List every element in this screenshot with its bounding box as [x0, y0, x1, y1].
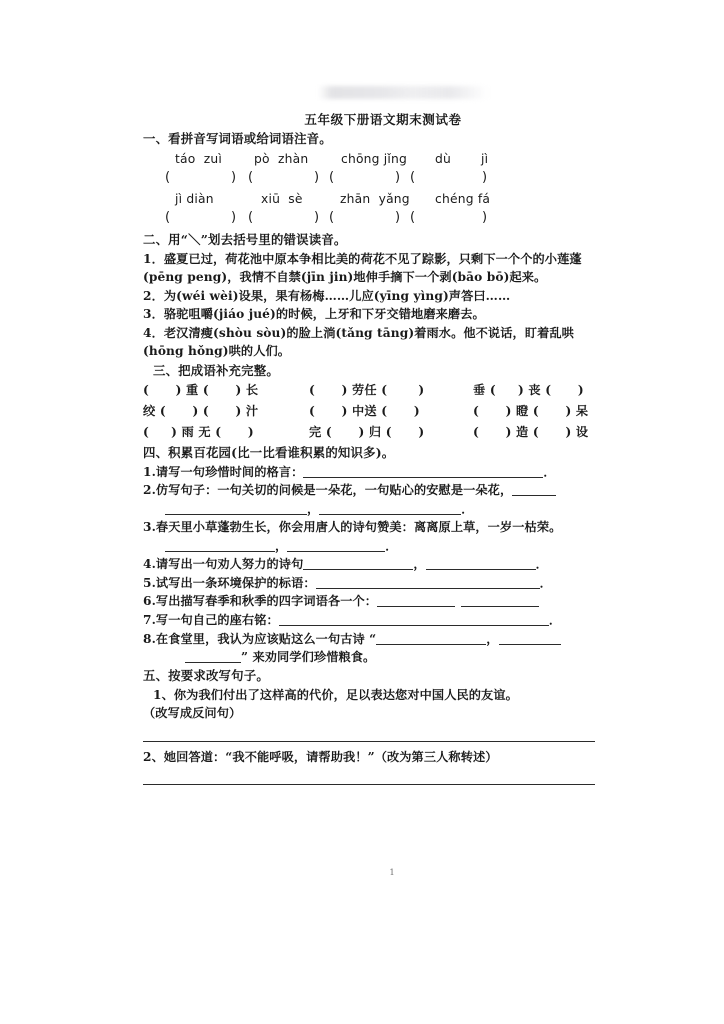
idiom-blank-item[interactable]: ( ) 中送 ( ) [309, 403, 420, 418]
pinyin-syllable: jì diàn [175, 191, 214, 206]
section-one-heading: 一、看拼音写词语或给词语注音。 [143, 131, 332, 146]
pinyin-syllable: jì [481, 151, 489, 166]
idiom-blank-item[interactable]: ( ) 劳任 ( ) [309, 382, 425, 397]
question-tail: 来劝同学们珍惜粮食。 [252, 650, 376, 665]
blurred-watermark [318, 86, 488, 99]
answer-blank[interactable] [279, 613, 549, 626]
document-body [143, 110, 595, 785]
answer-bracket-close[interactable]: ) [482, 209, 488, 225]
answer-bracket-open[interactable]: ( [248, 169, 254, 185]
answer-bracket-close[interactable]: ) [231, 209, 237, 225]
section-five-question-2: 2、她回答道：“我不能呼吸，请帮助我！”（改为第三人称转述） [143, 749, 498, 764]
pinyin-row-2 [143, 192, 595, 210]
idiom-blank-item[interactable]: ( ) 重 ( ) 长 [143, 382, 259, 397]
answer-bracket-open[interactable]: ( [165, 209, 171, 225]
answer-bracket-open[interactable]: ( [329, 209, 335, 225]
section-four-question-3-cont [143, 537, 595, 556]
question-separator: ， [275, 538, 288, 553]
answer-blank[interactable] [303, 465, 543, 478]
question-label: 1.请写一句珍惜时间的格言： [143, 464, 304, 479]
question-terminator: ． [461, 501, 474, 516]
question-terminator: ． [535, 557, 548, 572]
idiom-row [143, 402, 595, 423]
pinyin-row-1 [143, 152, 595, 170]
pinyin-syllable: táo zuì [175, 151, 222, 166]
answer-bracket-open[interactable]: ( [165, 169, 171, 185]
page-title: 五年级下册语文期末测试卷 [304, 112, 462, 127]
pinyin-syllable: xiū sè [261, 191, 303, 206]
section-three-heading: 三、把成语补充完整。 [153, 362, 279, 378]
answer-blank[interactable] [185, 650, 241, 663]
idiom-blank-item[interactable]: ( ) 瞪 ( ) 呆 [473, 403, 589, 418]
answer-bracket-close[interactable]: ) [395, 209, 401, 225]
answer-blank[interactable] [287, 539, 385, 552]
section-four-question-8 [143, 630, 595, 649]
question-terminator: ． [543, 464, 556, 479]
section-five-question-1: 1、你为我们付出了这样高的代价，足以表达您对中国人民的友谊。 [153, 687, 518, 702]
question-separator: ， [307, 501, 320, 516]
answer-rule[interactable] [143, 784, 595, 785]
answer-blank[interactable] [512, 483, 556, 496]
section-two-item: 4．老汉清瘦(shòu sòu)的脸上淌(tǎng tāng)着雨水。他不说话，盯着乱哄(hōng hǒng)哄的人们。 [143, 325, 574, 359]
answer-blank[interactable] [461, 594, 539, 607]
idiom-blank-item[interactable]: ( ) 造 ( ) 设 [473, 424, 589, 439]
section-five-question-1-instruction: （改写成反问句） [143, 706, 242, 721]
question-terminator: ． [548, 613, 562, 628]
answer-bracket-close[interactable]: ) [314, 169, 320, 185]
answer-blank[interactable] [316, 576, 540, 589]
answer-blank[interactable] [426, 557, 536, 570]
question-label: 7.写一句自己的座右铭： [143, 613, 279, 628]
answer-bracket-open[interactable]: ( [248, 209, 254, 225]
question-terminator: ． [539, 575, 552, 590]
section-four-question-8-cont [143, 648, 595, 667]
answer-bracket-close[interactable]: ) [314, 209, 320, 225]
answer-bracket-close[interactable]: ) [231, 169, 237, 185]
answer-bracket-close[interactable]: ) [482, 169, 488, 185]
question-terminator: ． [385, 538, 398, 553]
section-four-question-4 [143, 555, 595, 574]
section-two-heading: 二、用“＼”划去括号里的错误读音。 [143, 231, 347, 247]
idiom-blank-item[interactable]: 完 ( ) 归 ( ) [309, 424, 425, 439]
section-four-question-7 [143, 611, 595, 630]
answer-blank[interactable] [303, 557, 413, 570]
section-five-heading: 五、按要求改写句子。 [143, 667, 269, 683]
pinyin-syllable: pò zhàn [254, 151, 309, 166]
question-label: 6.写出描写春季和秋季的四字词语各一个： [143, 594, 378, 609]
pinyin-syllable: chōng jǐng [341, 151, 408, 166]
section-four-question-1 [143, 463, 595, 482]
pinyin-syllable: dù [435, 151, 451, 166]
closing-quote: ” [241, 650, 249, 665]
question-label: 8.在食堂里，我认为应该贴这么一句古诗 “ [143, 631, 377, 646]
answer-blank[interactable] [319, 502, 461, 515]
answer-bracket-row-1 [143, 170, 595, 189]
question-separator: ， [486, 631, 499, 646]
section-four-heading: 四、积累百花园(比一比看谁积累的知识多)。 [143, 444, 395, 460]
question-label: 2.仿写句子：一句关切的问候是一朵花，一句贴心的安慰是一朵花， [143, 483, 513, 498]
answer-blank[interactable] [165, 539, 275, 552]
section-four-question-6 [143, 592, 595, 611]
section-four-question-2-cont [143, 500, 595, 519]
idiom-row [143, 381, 595, 402]
answer-bracket-row-2 [143, 210, 595, 229]
idiom-blank-item[interactable]: 垂 ( ) 丧 ( ) [473, 382, 584, 397]
answer-bracket-open[interactable]: ( [410, 169, 416, 185]
answer-blank[interactable] [376, 632, 486, 645]
section-four-question-2 [143, 481, 595, 500]
section-four-question-3: 3.春天里小草蓬勃生长，你会用唐人的诗句赞美：离离原上草，一岁一枯荣。 [143, 520, 562, 535]
answer-blank[interactable] [165, 502, 307, 515]
pinyin-exercise-block [143, 152, 595, 229]
section-four-question-5 [143, 574, 595, 593]
answer-blank[interactable] [377, 594, 455, 607]
question-separator: ， [413, 557, 426, 572]
section-two-item: 3．骆驼咀嚼(jiáo jué)的时候，上牙和下牙交错地磨来磨去。 [143, 307, 485, 322]
section-two-item: 2．为(wéi wèi)设果，果有杨梅……儿应(yīng yìng)声答曰…… [143, 288, 511, 303]
pinyin-syllable: zhān yǎng [340, 191, 410, 206]
idiom-row [143, 423, 595, 444]
answer-blank[interactable] [499, 632, 561, 645]
answer-bracket-open[interactable]: ( [410, 209, 416, 225]
pinyin-syllable: chéng fá [435, 191, 491, 206]
answer-bracket-close[interactable]: ) [395, 169, 401, 185]
question-label: 4.请写出一句劝人努力的诗句 [143, 557, 304, 572]
page-number: 1 [389, 868, 395, 877]
question-label: 5.试写出一条环境保护的标语： [143, 575, 316, 590]
idiom-blank-item[interactable]: ( ) 雨 无 ( ) [143, 424, 254, 439]
section-two-item: 1．盛夏已过，荷花池中原本争相比美的荷花不见了踪影，只剩下一个个的小莲蓬(pēng peng)，我情不自禁(jīn jin)地伸手摘下一个剥(bāo bō)起来。 [143, 251, 582, 285]
answer-bracket-open[interactable]: ( [329, 169, 335, 185]
idiom-blank-item[interactable]: 绞 ( ) ( ) 汁 [143, 403, 259, 418]
